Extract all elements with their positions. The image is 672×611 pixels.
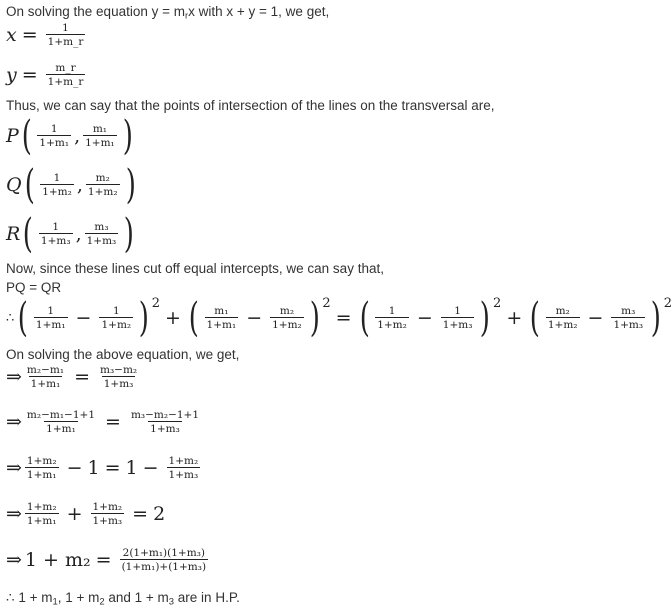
lhs: 1 + m₂ [24,549,91,572]
numerator: m₃−m₂ [99,364,138,376]
denominator: 1+m₁ [85,137,115,149]
denominator: 1+m₁ [39,137,70,149]
eq-sign: = [74,366,90,389]
denominator: 1+m_r [47,76,84,89]
denominator: 1+m₃ [150,423,180,436]
minus-sign: − [416,307,433,329]
frac-d [270,305,304,331]
eq-sign: = [95,549,112,572]
p-symbol: P [6,125,19,147]
pq-equals-qr: PQ = QR [6,280,62,295]
frac [25,364,66,390]
comma: , [76,174,83,196]
y-fraction [46,62,86,88]
numerator: 1 [47,304,55,317]
frac-b [99,305,133,331]
implies-symbol: ⇒ [6,503,22,526]
numerator: 1 [50,122,58,135]
denominator: 1+m₃ [40,235,71,247]
exponent: 2 [493,296,502,311]
right-paren: ) [480,295,491,341]
conclusion-part: ∴ 1 + m [6,590,53,605]
denominator: 1+m₁ [26,515,57,528]
minus-sign: − [587,307,604,329]
right-paren: ) [125,162,136,208]
intro-rest: x with x + y = 1, we get, [188,4,330,19]
frac [25,409,97,435]
point-r [6,211,137,257]
numerator: 1+m₂ [168,455,199,467]
implies-symbol: ⇒ [6,549,22,572]
right-paren: ) [122,113,133,159]
numerator: m₃ [94,220,109,233]
frac [167,455,201,481]
x-equation [6,22,88,48]
intro-part: On solving the equation y = m [6,4,185,19]
numerator: 1 [112,304,120,317]
conclusion-text [6,590,240,607]
one: 1 [125,457,138,480]
therefore-symbol: ∴ [6,310,15,326]
frac [98,364,139,390]
p-y-fraction [83,123,117,149]
step-1 [6,364,142,390]
right-paren: ) [124,211,135,257]
two: 2 [153,503,166,526]
denominator: 1+m₃ [613,319,644,331]
eq-sign: = [21,24,38,47]
left-paren: ( [24,162,35,208]
numerator: 1 [62,22,69,34]
denominator: 1+m₂ [547,319,578,331]
solving-text: On solving the above equation, we get, [6,347,240,362]
conclusion-part: and 1 + m [104,590,169,605]
denominator: 1+m₁ [26,469,57,482]
numerator: m₃−m₂−1+1 [130,409,200,421]
frac [25,455,59,481]
denominator: 1+m₃ [442,319,473,331]
y-equation [6,62,88,88]
intro-subscript: r [184,10,189,22]
denominator: 1+m₃ [86,235,117,247]
left-paren: ( [529,295,541,341]
denominator: 1+m₁ [46,423,76,436]
numerator: m₃ [621,304,636,317]
left-paren: ( [359,295,370,341]
step-5 [6,547,211,573]
eq-sign: = [21,64,38,87]
r-x-fraction [39,221,73,247]
step-3 [6,455,203,481]
conclusion-sub: 1 [52,596,58,608]
frac [25,501,59,527]
comma: , [74,125,81,147]
frac [91,501,125,527]
left-paren: ( [18,295,29,341]
q-y-fraction [86,172,120,198]
denominator: 1+m₃ [103,378,134,391]
frac-c [205,305,239,331]
conclusion-part: are in H.P. [174,590,240,605]
denominator: 1+m₁ [206,319,237,331]
r-y-fraction [85,221,119,247]
numerator: m₂ [279,304,295,317]
intersection-text: Thus, we can say that the points of intersection of the lines on the transversal are, [6,98,495,113]
exponent: 2 [151,296,161,311]
left-paren: ( [23,211,34,257]
comma: , [75,223,82,245]
numerator: m₂ [555,304,570,317]
numerator: 2(1+m₁)(1+m₃) [122,547,205,559]
r-symbol: R [6,223,21,245]
denominator: 1+m₂ [87,186,118,198]
frac-g [546,305,580,331]
one: 1 [87,457,100,480]
eq-sign: = [335,307,352,329]
conclusion-sub: 3 [168,596,175,608]
step-2 [6,409,204,435]
implies-symbol: ⇒ [6,457,22,480]
point-q [6,162,138,208]
numerator: 1+m₂ [26,501,57,513]
y-symbol: y [6,64,17,87]
denominator: 1+m₂ [377,319,407,331]
point-p [6,113,135,159]
denominator: 1+m₂ [42,186,72,198]
numerator: 1 [388,304,396,317]
exponent: 2 [322,296,331,311]
intro-text [6,4,329,21]
denominator: 1+m₁ [35,319,66,331]
frac-f [441,305,475,331]
denominator: (1+m₁)+(1+m₃) [121,561,207,574]
p-x-fraction [37,123,71,149]
numerator: m₁ [92,122,108,135]
frac-a [34,305,68,331]
x-fraction [46,22,86,48]
plus-sign: + [506,307,523,329]
implies-symbol: ⇒ [6,366,22,389]
numerator: m₁ [214,304,229,317]
minus-sign: − [246,307,263,329]
equal-intercepts-text: Now, since these lines cut off equal intercepts, we can say that, [6,261,384,276]
numerator: m₂−m₁ [26,364,65,376]
denominator: 1+m₃ [168,469,199,482]
numerator: m₂ [95,171,110,184]
conclusion-sub: 2 [99,596,105,608]
implies-symbol: ⇒ [6,411,22,434]
numerator: 1 [52,220,60,233]
distance-equation [6,295,672,341]
plus-sign: + [66,503,83,526]
denominator: 1+m₁ [30,378,61,391]
denominator: 1+m₂ [101,319,132,331]
right-paren: ) [138,295,150,341]
frac [120,547,208,573]
numerator: m_r [55,62,76,74]
eq-sign: = [105,411,121,434]
numerator: m₂−m₁−1+1 [26,409,96,421]
frac-h [611,305,645,331]
numerator: 1 [53,171,61,184]
eq-sign: = [104,457,121,480]
eq-sign: = [132,503,149,526]
frac-e [375,305,409,331]
plus-sign: + [165,307,181,329]
minus-sign: − [75,307,92,329]
left-paren: ( [21,113,32,159]
step-4 [6,501,165,527]
denominator: 1+m₂ [272,319,302,331]
numerator: 1 [454,304,461,317]
right-paren: ) [309,295,320,341]
q-symbol: Q [6,174,22,196]
frac [129,409,201,435]
minus-sign: − [66,457,83,480]
left-paren: ( [188,295,199,341]
minus-sign: − [142,457,159,480]
x-symbol: x [6,24,17,47]
conclusion-part: , 1 + m [57,590,100,605]
denominator: 1+m₃ [92,515,123,528]
numerator: 1+m₂ [92,501,123,513]
exponent: 2 [663,296,672,311]
numerator: 1+m₂ [26,455,57,467]
q-x-fraction [40,172,74,198]
denominator: 1+m_r [47,36,84,49]
right-paren: ) [650,295,661,341]
